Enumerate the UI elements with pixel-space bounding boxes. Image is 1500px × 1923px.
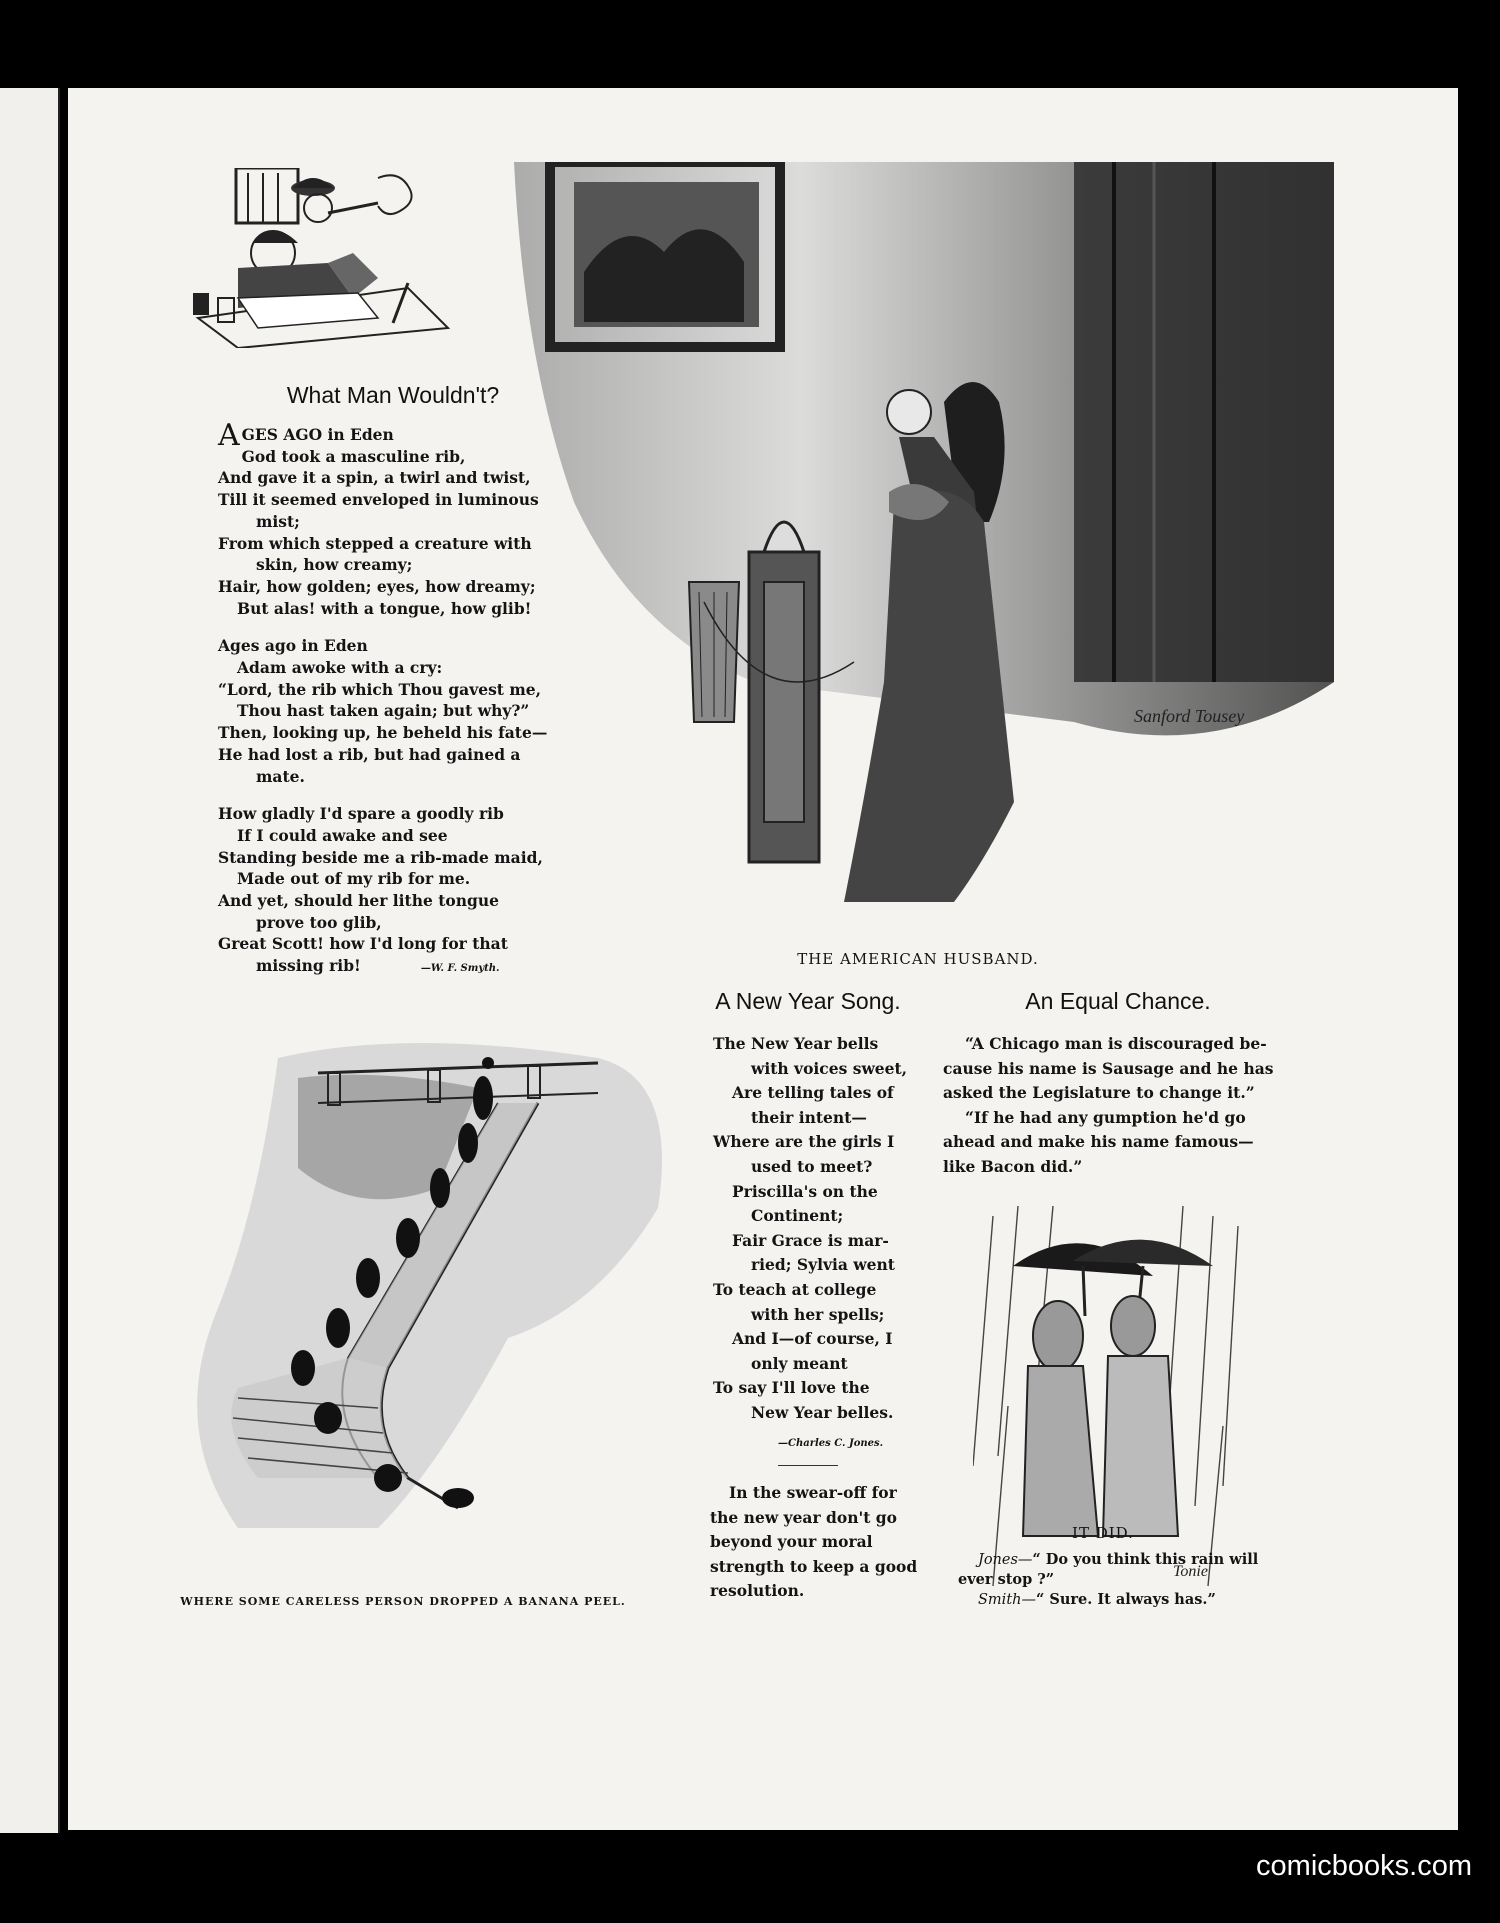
facing-page-edge bbox=[0, 88, 60, 1833]
poem-line: Adam awoke with a cry: bbox=[237, 658, 443, 678]
poem-line: New Year belles. bbox=[751, 1402, 894, 1422]
poem-line: And yet, should her lithe tongue bbox=[218, 891, 499, 911]
equal-chance-text bbox=[943, 1032, 1278, 1180]
husband-signature: Sanford Tousey bbox=[1134, 706, 1245, 726]
paragraph-line: In the swear-off for bbox=[729, 1483, 897, 1502]
watermark: comicbooks.com bbox=[1256, 1850, 1472, 1882]
it-did-dialogue bbox=[958, 1550, 1288, 1610]
poem-line: ried; Sylvia went bbox=[751, 1255, 895, 1275]
american-husband-illustration bbox=[514, 162, 1334, 922]
poem-line: But alas! with a tongue, how glib! bbox=[237, 598, 532, 618]
poem-last-line: missing rib! bbox=[256, 956, 361, 976]
poem-stanza bbox=[218, 803, 608, 955]
poem-line: Great Scott! how I'd long for that bbox=[218, 934, 508, 954]
poem-line: And I—of course, I bbox=[732, 1329, 893, 1349]
poem-title-new-year-song: A New Year Song. bbox=[715, 988, 901, 1014]
speaker-smith: Smith— bbox=[978, 1592, 1036, 1608]
poem-line: with voices sweet, bbox=[751, 1058, 908, 1078]
article-title-equal-chance: An Equal Chance. bbox=[1025, 988, 1211, 1014]
poem-line: He had lost a rib, but had gained a bbox=[218, 744, 521, 764]
poem-line: with her spells; bbox=[751, 1304, 885, 1324]
poem-what-man-wouldnt bbox=[218, 418, 608, 980]
paragraph-line: strength to keep a good bbox=[710, 1556, 918, 1576]
jones-line: “ Do you think this rain will ever stop ?” bbox=[958, 1551, 1259, 1588]
poem-line: Are telling tales of bbox=[732, 1083, 894, 1103]
paragraph-line: beyond your moral bbox=[710, 1532, 873, 1552]
poem-line: their intent— bbox=[751, 1107, 867, 1127]
poem-line: mate. bbox=[256, 766, 305, 786]
rain-signature: Tonie bbox=[1173, 1563, 1208, 1580]
poem-line: used to meet? bbox=[751, 1156, 873, 1176]
poem-line: The New Year bells bbox=[713, 1034, 879, 1053]
poem-line: prove too glib, bbox=[256, 912, 382, 932]
poem-line: Till it seemed enveloped in luminous bbox=[218, 490, 539, 510]
caption-it-did: IT DID. bbox=[1072, 1524, 1134, 1542]
dropcap-letter: A bbox=[218, 418, 240, 453]
caption-banana-peel: WHERE SOME CARELESS PERSON DROPPED A BANANA PEEL. bbox=[180, 1595, 626, 1608]
poem-line: How gladly I'd spare a goodly rib bbox=[218, 804, 504, 824]
poem-stanza bbox=[218, 635, 608, 787]
caption-american-husband: THE AMERICAN HUSBAND. bbox=[797, 950, 1039, 968]
magazine-page bbox=[68, 88, 1458, 1830]
swear-off-paragraph bbox=[710, 1481, 960, 1604]
speaker-jones: Jones— bbox=[978, 1552, 1033, 1568]
poem-line: Made out of my rib for me. bbox=[237, 869, 471, 889]
smith-line: “ Sure. It always has.” bbox=[1036, 1591, 1216, 1608]
poem-line: Continent; bbox=[751, 1206, 844, 1226]
paragraph-line: the new year don't go bbox=[710, 1507, 897, 1527]
poem-line: Ages ago in Eden bbox=[218, 636, 368, 656]
poem-line: Where are the girls I bbox=[713, 1132, 895, 1152]
equal-chance-paragraph-2: “If he had any gumption he'd go ahead and make his name famous— like Bacon did.” bbox=[943, 1107, 1254, 1176]
poem-new-year-song bbox=[713, 1032, 953, 1426]
poem-line: From which stepped a creature with bbox=[218, 533, 532, 553]
poem-line: “Lord, the rib which Thou gavest me, bbox=[218, 679, 542, 699]
poem-line: Standing beside me a rib-made maid, bbox=[218, 847, 543, 867]
poem-line: To teach at college bbox=[713, 1279, 877, 1299]
poem-stanza bbox=[218, 446, 608, 620]
poem-line: And gave it a spin, a twirl and twist, bbox=[218, 468, 531, 488]
poem-title-what-man-wouldnt: What Man Wouldn't? bbox=[286, 382, 500, 408]
poem-line: skin, how creamy; bbox=[256, 555, 413, 575]
poem-line: Thou hast taken again; but why?” bbox=[237, 701, 530, 721]
poem-line: If I could awake and see bbox=[237, 825, 448, 845]
poem-line: To say I'll love the bbox=[713, 1378, 870, 1398]
new-year-song-attribution: —Charles C. Jones. bbox=[778, 1438, 884, 1449]
poem-line: Priscilla's on the bbox=[732, 1181, 878, 1201]
writer-cartoon-illustration bbox=[178, 168, 478, 348]
poem-first-line: GES AGO in Eden bbox=[241, 425, 394, 444]
poem-stanzas bbox=[218, 446, 608, 955]
paragraph-line: resolution. bbox=[710, 1581, 805, 1601]
poem-attribution: —W. F. Smyth. bbox=[420, 963, 500, 975]
poem-line: mist; bbox=[256, 511, 300, 531]
poem-line: God took a masculine rib, bbox=[241, 446, 466, 466]
poem-line: Then, looking up, he beheld his fate— bbox=[218, 723, 548, 743]
equal-chance-paragraph-1: “A Chicago man is discouraged be- cause his name is Sausage and he has asked the Legislature to change it.” bbox=[943, 1034, 1274, 1103]
banana-peel-staircase-illustration bbox=[178, 1008, 688, 1528]
poem-line: only meant bbox=[751, 1353, 848, 1373]
divider-rule bbox=[778, 1465, 838, 1466]
poem-line: Hair, how golden; eyes, how dreamy; bbox=[218, 576, 536, 596]
poem-line: Fair Grace is mar- bbox=[732, 1230, 889, 1250]
